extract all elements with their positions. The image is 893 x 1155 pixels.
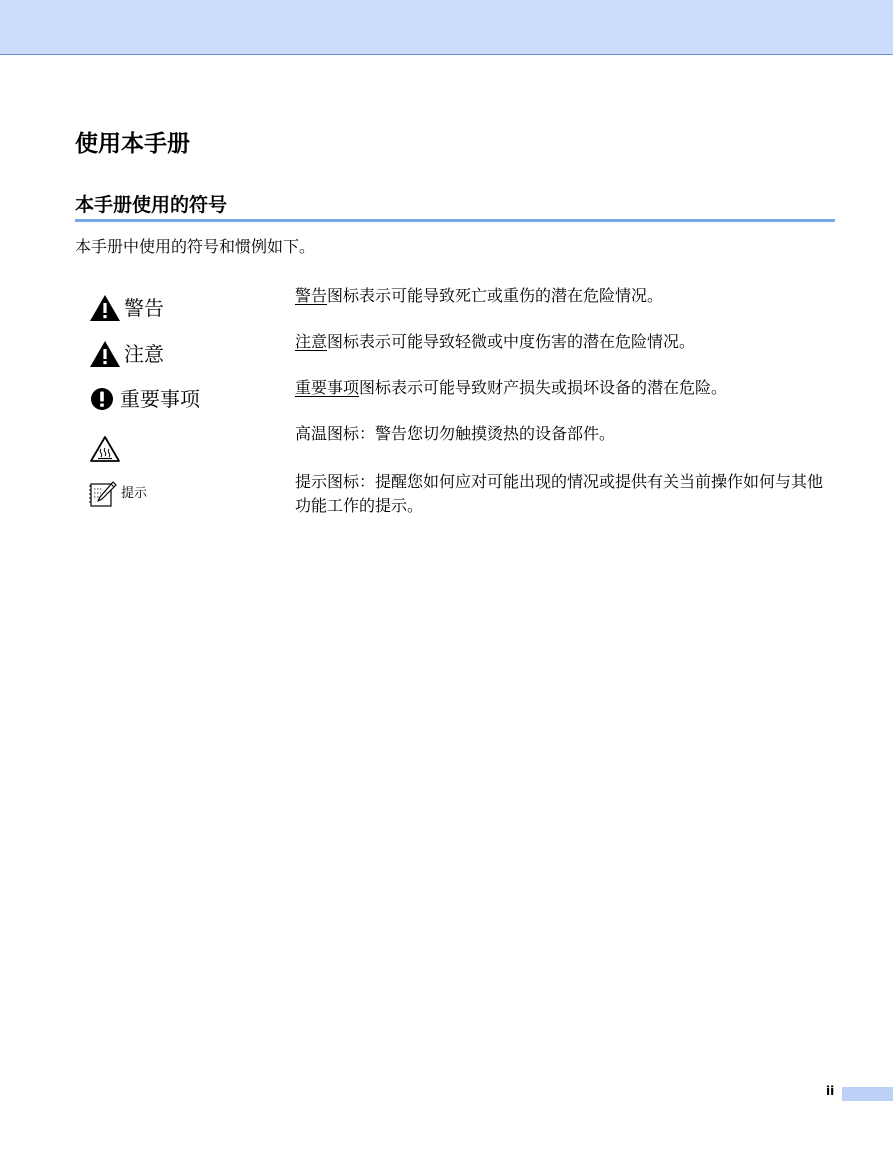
note-description (295, 470, 835, 518)
page-title: 使用本手册 (75, 131, 190, 157)
warning-term: 警告 (295, 286, 328, 305)
intro-text: 本手册中使用的符号和惯例如下。 (75, 237, 316, 256)
hot-surface-icon (89, 435, 121, 463)
note-pencil-icon (89, 480, 117, 508)
important-label: 重要事项 (120, 387, 200, 411)
hot-surface-symbol (89, 435, 121, 463)
page-number: ii (826, 1084, 835, 1098)
caution-description-text: 图标表示可能导致轻微或中度伤害的潜在危险情况。 (327, 332, 696, 351)
important-exclamation-icon (90, 387, 114, 411)
important-description-text: 图标表示可能导致财产损失或损坏设备的潜在危险。 (359, 378, 728, 397)
warning-description (295, 284, 663, 308)
caution-label: 注意 (124, 342, 164, 366)
caution-triangle-icon (89, 340, 121, 368)
note-label: 提示 (121, 486, 148, 501)
warning-label: 警告 (124, 296, 164, 320)
section-title: 本手册使用的符号 (75, 192, 835, 222)
page-tab (842, 1087, 893, 1101)
warning-symbol (89, 294, 164, 322)
note-symbol (89, 480, 147, 508)
warning-triangle-icon (89, 294, 121, 322)
caution-symbol (89, 340, 164, 368)
warning-description-text: 图标表示可能导致死亡或重伤的潜在危险情况。 (327, 286, 664, 305)
important-term: 重要事项 (295, 378, 360, 397)
header-band (0, 0, 893, 55)
important-symbol (90, 385, 200, 413)
caution-description (295, 330, 695, 354)
note-description-text: 提示图标：提醒您如何应对可能出现的情况或提供有关当前操作如何与其他功能工作的提示。 (295, 472, 824, 515)
caution-term: 注意 (295, 332, 328, 351)
hot-surface-description-text: 高温图标：警告您切勿触摸烫热的设备部件。 (295, 424, 616, 443)
hot-surface-description (295, 422, 615, 446)
important-description (295, 376, 727, 400)
